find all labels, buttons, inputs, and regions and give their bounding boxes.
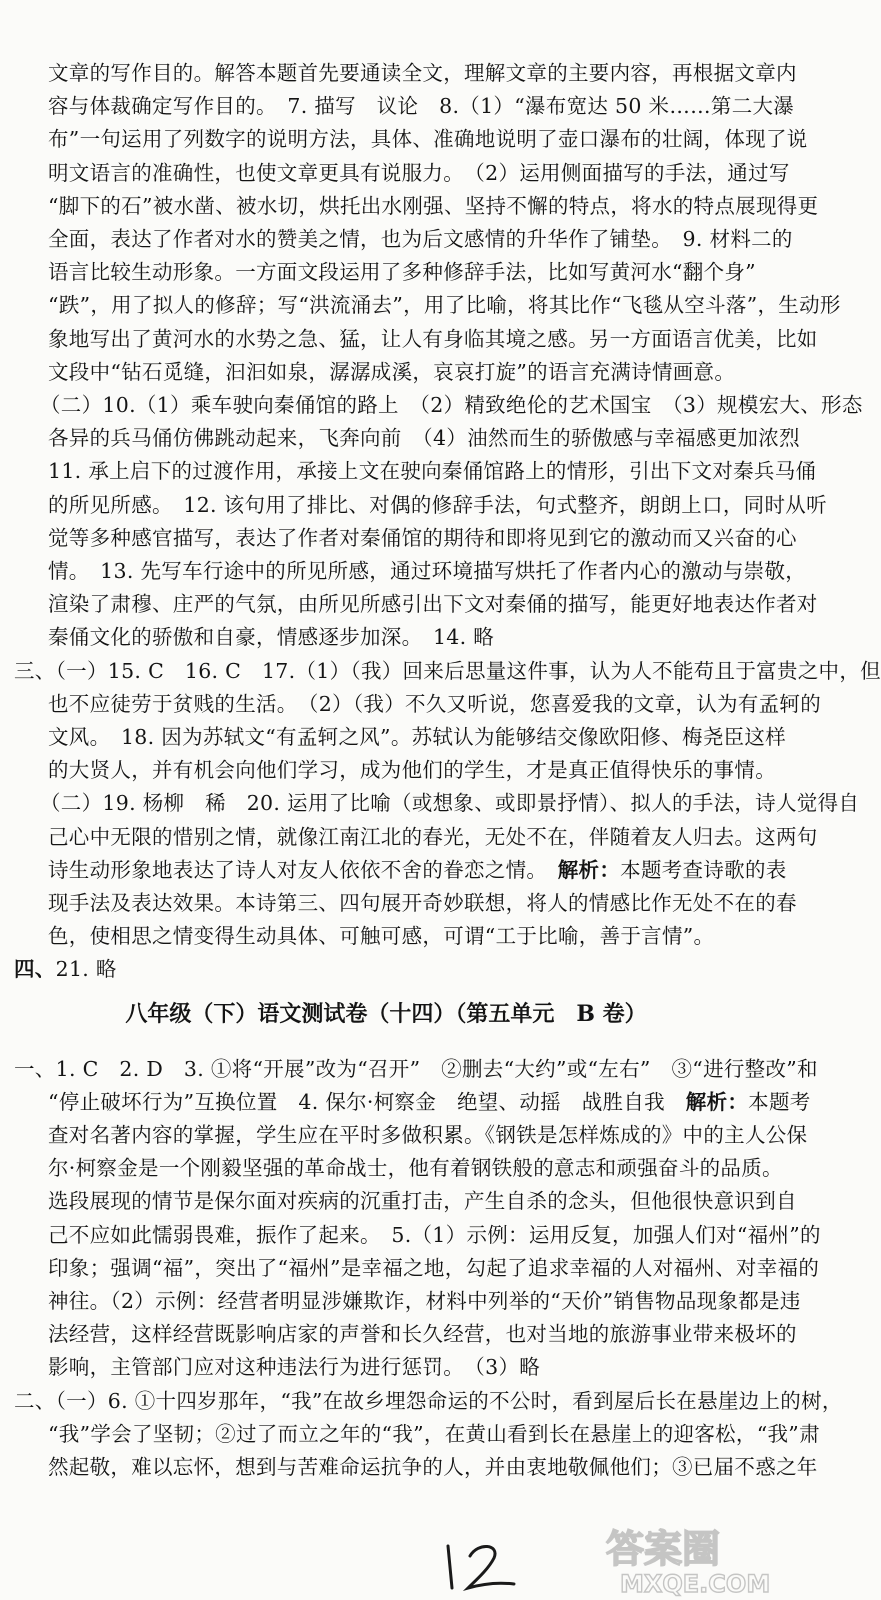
text-line: 然起敬，难以忘怀，想到与苦难命运抗争的人，并由衷地敬佩他们；③已届不惑之年	[48, 1455, 818, 1479]
text-fragment: 21. 略	[55, 957, 117, 982]
text-fragment: 本题考查诗歌的表	[620, 857, 787, 882]
analysis-label: 解析：	[557, 857, 621, 882]
text-line: 神往。（2）示例：经营者明显涉嫌欺诈，材料中列举的“天价”销售物品现象都是违	[48, 1289, 801, 1313]
text-line: 语言比较生动形象。一方面文段运用了多种修辞手法，比如写黄河水“翻个身”	[48, 260, 756, 285]
text-line: 文段中“钻石觅缝，汩汩如泉，潺潺成溪，哀哀打旋”的语言充满诗情画意。	[48, 359, 736, 384]
text-line: 秦俑文化的骄傲和自豪，情感逐步加深。 14. 略	[48, 625, 495, 650]
text-line: 己心中无限的惜别之情，就像江南江北的春光，无处不在，伴随着友人归去。这两句	[48, 824, 818, 849]
text-fragment: “停止破坏行为”互换位置 4. 保尔·柯察金 绝望、动摇 战胜自我	[48, 1089, 686, 1114]
text-line: 全面，表达了作者对水的赞美之情，也为后文感情的升华作了铺垫。 9. 材料二的	[48, 227, 793, 251]
text-line: 也不应徒劳于贫贱的生活。 （2）（我）不久又听说，您喜爱我的文章，认为有孟轲的	[48, 691, 821, 716]
text-line: 印象；强调“福”，突出了“福州”是幸福之地，勾起了追求幸福的人对福州、对幸福的	[48, 1255, 820, 1280]
text-line: 象地写出了黄河水的水势之急、猛，让人有身临其境之感。另一方面语言优美，比如	[48, 326, 818, 351]
text-line: 文章的写作目的。解答本题首先要通读全文，理解文章的主要内容，再根据文章内	[48, 61, 797, 85]
text-line: 渲染了肃穆、庄严的气氛，由所见所感引出下文对秦俑的描写，能更好地表达作者对	[48, 592, 818, 617]
text-line: 查对名著内容的掌握，学生应在平时多做积累。《钢铁是怎样炼成的》中的主人公保	[48, 1123, 808, 1147]
watermark-url: MXQE.COM	[620, 1570, 771, 1598]
text-line: 11. 承上启下的过渡作用，承接上文在驶向秦俑馆路上的情形，引出下文对秦兵马俑	[48, 459, 817, 484]
text-fragment: 诗生动形象地表达了诗人对友人依依不舍的眷恋之情。	[48, 857, 558, 882]
text-line: 的大贤人，并有机会向他们学习，成为他们的学生，才是真正值得快乐的事情。	[48, 758, 776, 783]
watermark-text: 答案圈	[606, 1527, 721, 1571]
text-line: 明文语言的准确性，也使文章更具有说服力。 （2）运用侧面描写的手法，通过写	[48, 160, 790, 185]
section-three-line: 三、（一）15. C 16. C 17.（1）（我）回来后思量这件事，认为人不能苟且于富贵之中，但	[14, 658, 881, 683]
text-line: 文风。 18. 因为苏轼文“有孟轲之风”。苏轼认为能够结交像欧阳修、梅尧臣这样	[48, 725, 787, 749]
text-line: 现手法及表达效果。本诗第三、四句展开奇妙联想，将人的情感比作无处不在的春	[48, 891, 797, 915]
text-line: 色，使相思之情变得生动具体、可触可感，可谓“工于比喻，善于言情”。	[48, 924, 715, 949]
text-line: 情。 13. 先写车行途中的所见所感，通过环境描写烘托了作者内心的激动与崇敬，	[48, 559, 807, 583]
text-line: “我”学会了坚韧；②过了而立之年的“我”，在黄山看到长在悬崖上的迎客松，“我”肃	[48, 1421, 820, 1446]
text-line: 容与体裁确定写作目的。 7. 描写 议论 8.（1）“瀑布宽达 50 米……第二大瀑	[48, 94, 795, 119]
section-two-line: （二）10.（1）乘车驶向秦俑馆的路上 （2）精致绝伦的艺术国宝 （3）规模宏大、形态	[40, 393, 863, 417]
text-line: “跌”，用了拟人的修辞；写“洪流涌去”，用了比喻，将其比作“飞毯从空斗落”，生动形	[48, 293, 841, 318]
analysis-label: 解析：	[685, 1089, 749, 1114]
section-two-c-line: 二、（一）6. ①十四岁那年，“我”在故乡埋怨命运的不公时，看到屋后长在悬崖边上的树，	[14, 1388, 843, 1413]
watermark-logo	[600, 1520, 771, 1598]
section-two-b-line: （二）19. 杨柳 稀 20. 运用了比喻（或想象、或即景抒情）、拟人的手法，诗人觉得自	[40, 791, 860, 816]
test-title: 八年级（下）语文测试卷（十四）（第五单元 B 卷）	[125, 1000, 647, 1027]
text-line: 觉等多种感官描写，表达了作者对秦俑馆的期待和即将见到它的激动而又兴奋的心	[48, 525, 797, 550]
text-line: 的所见所感。 12. 该句用了排比、对偶的修辞手法，句式整齐，朗朗上口，同时从听	[48, 492, 827, 517]
text-line: 布”一句运用了列数字的说明方法，具体、准确地说明了壶口瀑布的壮阔，体现了说	[48, 127, 808, 152]
text-line: 影响，主管部门应对这种违法行为进行惩罚。 （3）略	[48, 1355, 541, 1380]
text-line: 尔·柯察金是一个刚毅坚强的革命战士，他有着钢铁般的意志和顽强奋斗的品质。	[48, 1156, 783, 1181]
text-line: 己不应如此懦弱畏难，振作了起来。 5.（1）示例：运用反复，加强人们对“福州”的	[48, 1222, 821, 1247]
section-number: 四、	[14, 957, 56, 982]
text-line: 选段展现的情节是保尔面对疾病的沉重打击，产生自杀的念头，但他很快意识到自	[48, 1189, 797, 1214]
handwritten-page-number	[438, 1538, 528, 1594]
text-line: 各异的兵马俑仿佛跳动起来，飞奔向前 （4）油然而生的骄傲感与幸福感更加浓烈	[48, 426, 800, 451]
text-fragment: 本题考	[748, 1089, 811, 1114]
text-line: “脚下的石”被水凿、被水切，烘托出水刚强、坚持不懈的特点，将水的特点展现得更	[48, 193, 819, 218]
section-one-line: 一、1. C 2. D 3. ①将“开展”改为“召开” ②删去“大约”或“左右” ③“进行整改”和	[14, 1056, 818, 1081]
text-line: 法经营，这样经营既影响店家的声誉和长久经营，也对当地的旅游事业带来极坏的	[48, 1322, 797, 1347]
